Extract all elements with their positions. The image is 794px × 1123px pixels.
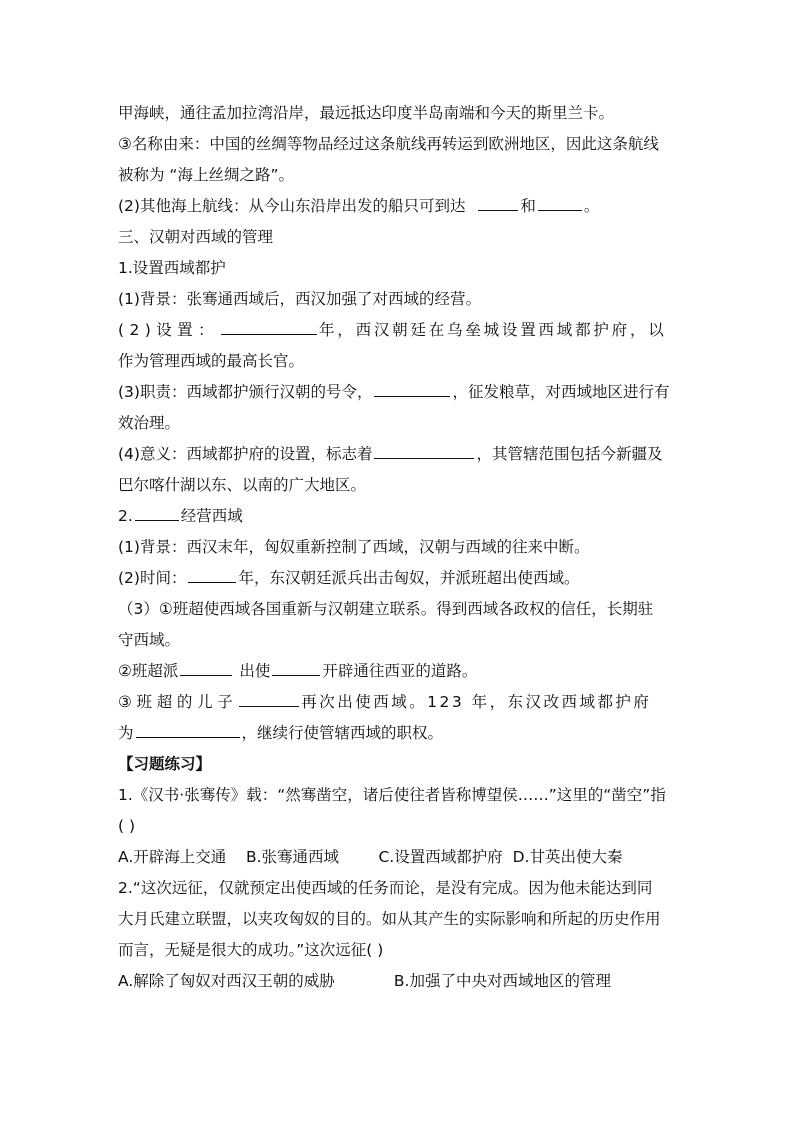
- fill-blank[interactable]: [180, 657, 232, 676]
- document-page: [118, 98, 678, 997]
- paragraph-text: 开辟通往西亚的道路。: [322, 662, 478, 680]
- paragraph-text: 效治理。: [118, 414, 181, 432]
- paragraph-text: (3)职责：西域都护颁行汉朝的号令，: [118, 383, 373, 401]
- heading-text: 【习题练习】: [118, 755, 212, 773]
- paragraph-text: 巴尔喀什湖以东、以南的广大地区。: [118, 476, 367, 494]
- paragraph-text: (2)设置：: [118, 321, 220, 339]
- text-line: [118, 687, 678, 718]
- paragraph-text: 2.“这次远征，仅就预定出使西域的任务而论，是没有完成。因为他未能达到同: [118, 879, 653, 897]
- text-line: [118, 532, 678, 563]
- paragraph-text: (1)背景：西汉末年，匈奴重新控制了西域，汉朝与西域的往来中断。: [118, 538, 590, 556]
- fill-blank[interactable]: [239, 688, 299, 707]
- paragraph-text: ③名称由来：中国的丝绸等物品经过这条航线再转运到欧洲地区，因此这条航线: [118, 135, 659, 153]
- heading-text: 三、汉朝对西域的管理: [118, 228, 274, 246]
- paragraph-text: 年，东汉朝廷派兵出击匈奴，并派班超出使西域。: [238, 569, 580, 587]
- paragraph-text: 再次出使西域。123 年，东汉改西域都护府: [301, 693, 652, 711]
- paragraph-text: 出使: [234, 662, 271, 680]
- paragraph-text: ，继续行使管辖西域的职权。: [241, 724, 444, 742]
- text-line: [118, 594, 678, 625]
- fill-blank[interactable]: [188, 564, 236, 583]
- text-line: [118, 160, 678, 191]
- paragraph-text: ②班超派: [118, 662, 179, 680]
- option-b[interactable]: B.张骞通西域: [245, 848, 340, 866]
- paragraph-text: 作为管理西域的最高长官。: [118, 352, 305, 370]
- paragraph-text: 为: [118, 724, 134, 742]
- paragraph-text: 和: [520, 197, 536, 215]
- paragraph-text: (4)意义：西域都护府的设置，标志着: [118, 445, 373, 463]
- text-line: [118, 408, 678, 439]
- option-a[interactable]: A.解除了匈奴对西汉王朝的威胁: [118, 972, 335, 990]
- fill-blank[interactable]: [272, 657, 320, 676]
- answer-options: [118, 842, 678, 873]
- paragraph-text: ，征发粮草，对西域地区进行有: [452, 383, 670, 401]
- question-stem: [118, 873, 678, 904]
- paragraph-text: (2)时间：: [118, 569, 187, 587]
- option-b[interactable]: B.加强了中央对西域地区的管理: [393, 972, 611, 990]
- paragraph-text: ③班超的儿子: [118, 693, 238, 711]
- paragraph-text: 守西域。: [118, 631, 181, 649]
- text-line: [118, 470, 678, 501]
- paragraph-text: 。: [583, 197, 600, 215]
- text-line: [118, 904, 678, 935]
- option-d[interactable]: D.甘英出使大秦: [512, 848, 623, 866]
- paragraph-text: 甲海峡，通往孟加拉湾沿岸，最远抵达印度半岛南端和今天的斯里兰卡。: [118, 104, 615, 122]
- text-line: [118, 129, 678, 160]
- fill-blank[interactable]: [135, 502, 179, 521]
- paragraph-text: （3）①班超使西域各国重新与汉朝建立联系。得到西域各政权的信任，长期驻: [118, 600, 654, 618]
- paragraph-text: 年，西汉朝廷在乌垒城设置西域都护府，以: [319, 321, 667, 339]
- answer-bracket: [118, 811, 678, 842]
- text-line: [118, 377, 678, 408]
- section-heading: [118, 222, 678, 253]
- fill-blank[interactable]: [221, 316, 317, 335]
- paragraph-text: ，其管辖范围包括今新疆及: [476, 445, 663, 463]
- answer-options: [118, 966, 678, 997]
- fill-blank[interactable]: [538, 192, 582, 211]
- subsection-heading: [118, 501, 678, 532]
- text-line: [118, 315, 678, 346]
- text-line: [118, 625, 678, 656]
- fill-blank[interactable]: [374, 440, 474, 459]
- text-line: [118, 935, 678, 966]
- text-line: [118, 191, 678, 222]
- paragraph-text: ( ): [118, 817, 136, 835]
- question-stem: [118, 780, 678, 811]
- heading-text: 1.设置西域都护: [118, 259, 226, 277]
- paragraph-text: 大月氏建立联盟，以夹攻匈奴的目的。如从其产生的实际影响和所起的历史作用: [118, 910, 661, 928]
- text-line: [118, 718, 678, 749]
- paragraph-text: (2)其他海上航线：从今山东沿岸出发的船只可到达: [118, 197, 466, 215]
- text-line: [118, 346, 678, 377]
- option-c[interactable]: C.设置西域都护府: [378, 848, 503, 866]
- heading-text: 经营西域: [180, 507, 243, 525]
- text-line: [118, 439, 678, 470]
- option-a[interactable]: A.开辟海上交通: [118, 848, 227, 866]
- heading-text: 2.: [118, 507, 133, 525]
- exercise-heading: [118, 749, 678, 780]
- paragraph-text: 1.《汉书·张骞传》载：“然骞凿空，诸后使往者皆称博望侯……”这里的“凿空”指: [118, 786, 666, 804]
- fill-blank[interactable]: [374, 378, 450, 397]
- text-line: [118, 98, 678, 129]
- fill-blank[interactable]: [478, 192, 518, 211]
- paragraph-text: 而言，无疑是很大的成功。”这次远征( ): [118, 941, 384, 959]
- text-line: [118, 563, 678, 594]
- subsection-heading: [118, 253, 678, 284]
- text-line: [118, 284, 678, 315]
- paragraph-text: (1)背景：张骞通西域后，西汉加强了对西域的经营。: [118, 290, 481, 308]
- paragraph-text: 被称为 “海上丝绸之路”。: [118, 166, 294, 184]
- fill-blank[interactable]: [136, 719, 240, 738]
- text-line: [118, 656, 678, 687]
